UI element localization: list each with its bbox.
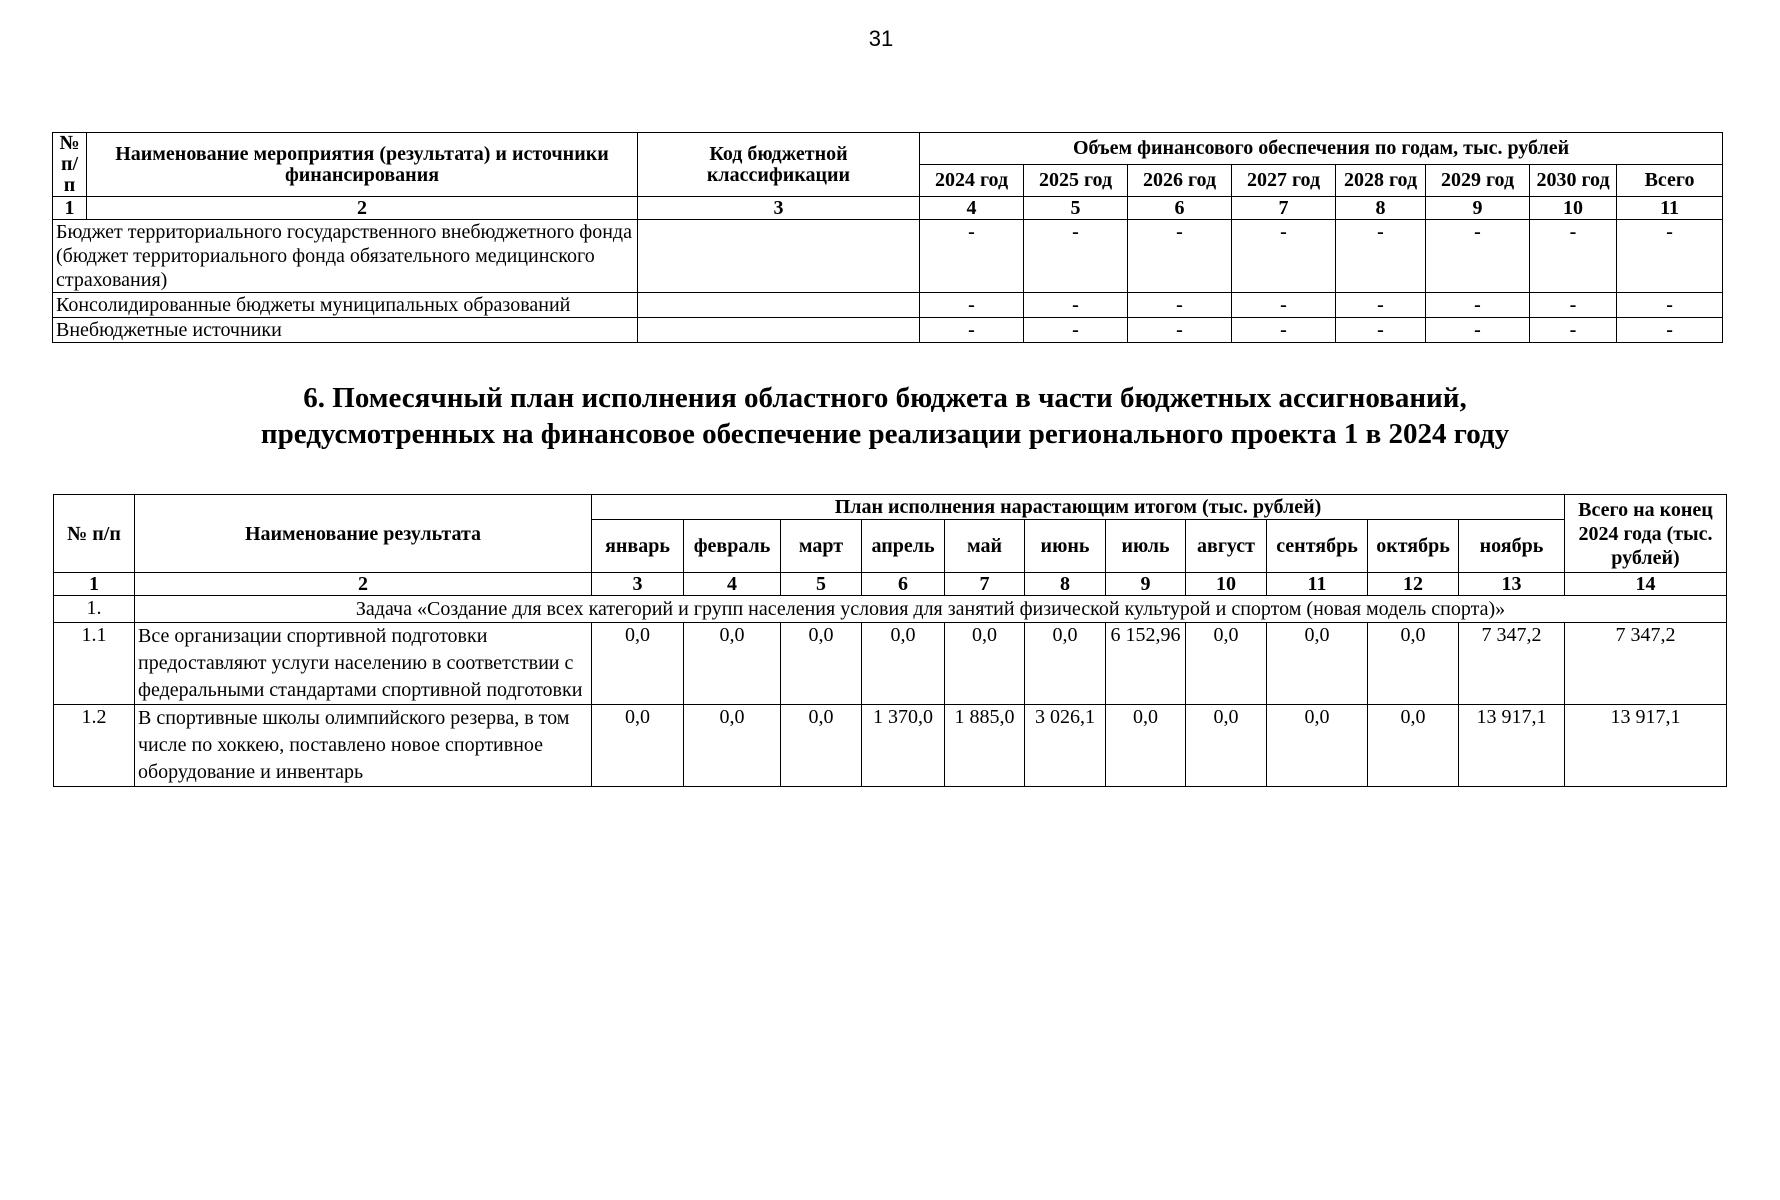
result-name: Все организации спортивной подготовки предоставляют услуги населению в соответствии с федеральными стандартами спортивной подготовки: [135, 623, 592, 705]
month-value: 0,0: [1267, 705, 1368, 787]
result-num: 1.1: [54, 623, 135, 705]
month-value: 0,0: [1368, 705, 1459, 787]
financing-sources-table: [52, 132, 1723, 343]
col-number: 13: [1459, 573, 1565, 596]
month-value: 0,0: [1186, 623, 1267, 705]
value-cell: -: [1128, 318, 1232, 343]
month-value: 0,0: [781, 623, 862, 705]
header-total: Всего на конец 2024 года (тыс. рублей): [1565, 495, 1727, 573]
value-cell: -: [1128, 293, 1232, 318]
value-cell: -: [1336, 293, 1426, 318]
month-value: 0,0: [945, 623, 1025, 705]
header-name: Наименование результата: [135, 495, 592, 573]
value-cell: -: [1426, 293, 1530, 318]
section-heading: [0, 380, 1770, 452]
col-number: 11: [1617, 197, 1723, 220]
source-name: Бюджет территориального государственного внебюджетного фонда (бюджет территориального фонда обязательного медицинского страхования): [53, 220, 638, 293]
header-month: март: [781, 520, 862, 573]
col-number: 12: [1368, 573, 1459, 596]
col-number: 5: [781, 573, 862, 596]
col-number: 6: [1128, 197, 1232, 220]
task-row: [54, 596, 1727, 623]
header-name: Наименование мероприятия (результата) и источники финансирования: [87, 133, 638, 197]
month-value: 0,0: [862, 623, 945, 705]
month-value: 0,0: [1368, 623, 1459, 705]
budget-code: [638, 220, 920, 293]
header-year: 2026 год: [1128, 165, 1232, 197]
section-heading-line1: 6. Помесячный план исполнения областного бюджета в части бюджетных ассигнований,: [303, 382, 1467, 414]
value-cell: -: [1232, 293, 1336, 318]
header-month: октябрь: [1368, 520, 1459, 573]
header-volume: Объем финансового обеспечения по годам, тыс. рублей: [920, 133, 1723, 165]
col-number: 10: [1530, 197, 1617, 220]
month-value: 0,0: [1267, 623, 1368, 705]
table-row: [54, 705, 1727, 787]
source-name: Консолидированные бюджеты муниципальных образований: [53, 293, 638, 318]
header-year: 2029 год: [1426, 165, 1530, 197]
header-month: июнь: [1025, 520, 1106, 573]
month-value: 0,0: [592, 705, 684, 787]
value-cell: -: [920, 220, 1024, 293]
column-number-row: [53, 197, 1723, 220]
col-number: 10: [1186, 573, 1267, 596]
col-number: 11: [1267, 573, 1368, 596]
month-value: 0,0: [684, 623, 781, 705]
value-cell: -: [1024, 220, 1128, 293]
header-year: 2025 год: [1024, 165, 1128, 197]
result-name: В спортивные школы олимпийского резерва, в том числе по хоккею, поставлено новое спортивное оборудование и инвентарь: [135, 705, 592, 787]
col-number: 5: [1024, 197, 1128, 220]
value-cell: -: [1530, 318, 1617, 343]
header-year: 2024 год: [920, 165, 1024, 197]
month-value: 3 026,1: [1025, 705, 1106, 787]
month-value: 0,0: [781, 705, 862, 787]
value-cell: -: [1024, 293, 1128, 318]
value-cell: -: [1530, 293, 1617, 318]
table-row: [54, 623, 1727, 705]
col-number: 3: [638, 197, 920, 220]
col-number: 14: [1565, 573, 1727, 596]
col-number: 8: [1025, 573, 1106, 596]
header-month: август: [1186, 520, 1267, 573]
col-number: 4: [920, 197, 1024, 220]
header-month: июль: [1106, 520, 1186, 573]
page-number: 31: [868, 26, 894, 51]
value-cell: -: [920, 318, 1024, 343]
value-cell: -: [1232, 220, 1336, 293]
col-number: 8: [1336, 197, 1426, 220]
month-value: 0,0: [1025, 623, 1106, 705]
header-month: апрель: [862, 520, 945, 573]
month-value: 6 152,96: [1106, 623, 1186, 705]
month-value: 1 370,0: [862, 705, 945, 787]
col-number: 9: [1426, 197, 1530, 220]
task-text: Задача «Создание для всех категорий и групп населения условия для занятий физической культурой и спортом (новая модель спорта)»: [135, 596, 1727, 623]
value-cell: -: [1128, 220, 1232, 293]
header-month: январь: [592, 520, 684, 573]
value-cell: -: [1336, 220, 1426, 293]
col-number: 1: [53, 197, 87, 220]
col-number: 4: [684, 573, 781, 596]
month-value: 0,0: [1106, 705, 1186, 787]
task-num: 1.: [54, 596, 135, 623]
monthly-plan-table: [53, 494, 1727, 787]
col-number: 1: [54, 573, 135, 596]
budget-code: [638, 293, 920, 318]
section-heading-line2: предусмотренных на финансовое обеспечение реализации регионального проекта 1 в 2024 году: [260, 418, 1510, 450]
header-total: Всего: [1617, 165, 1723, 197]
value-cell: -: [1617, 318, 1723, 343]
col-number: 2: [87, 197, 638, 220]
value-cell: -: [920, 293, 1024, 318]
header-month: май: [945, 520, 1025, 573]
header-num: № п/п: [54, 495, 135, 573]
header-year: 2028 год: [1336, 165, 1426, 197]
value-cell: -: [1024, 318, 1128, 343]
value-cell: -: [1617, 220, 1723, 293]
header-month: сентябрь: [1267, 520, 1368, 573]
month-value: 0,0: [592, 623, 684, 705]
table-row: [53, 220, 1723, 293]
header-year: 2030 год: [1530, 165, 1617, 197]
header-code: Код бюджетной классификации: [638, 133, 920, 197]
header-month: февраль: [684, 520, 781, 573]
source-name: Внебюджетные источники: [53, 318, 638, 343]
value-cell: -: [1232, 318, 1336, 343]
col-number: 7: [945, 573, 1025, 596]
budget-code: [638, 318, 920, 343]
month-value: 0,0: [1186, 705, 1267, 787]
value-cell: -: [1426, 220, 1530, 293]
table-row: [53, 318, 1723, 343]
result-num: 1.2: [54, 705, 135, 787]
value-cell: -: [1617, 293, 1723, 318]
col-number: 6: [862, 573, 945, 596]
header-year: 2027 год: [1232, 165, 1336, 197]
table-row: [53, 293, 1723, 318]
header-month: ноябрь: [1459, 520, 1565, 573]
column-number-row: [54, 573, 1727, 596]
month-value: 7 347,2: [1459, 623, 1565, 705]
year-total: 13 917,1: [1565, 705, 1727, 787]
value-cell: -: [1530, 220, 1617, 293]
month-value: 1 885,0: [945, 705, 1025, 787]
header-plan: План исполнения нарастающим итогом (тыс. рублей): [592, 495, 1565, 520]
col-number: 9: [1106, 573, 1186, 596]
value-cell: -: [1426, 318, 1530, 343]
month-value: 0,0: [684, 705, 781, 787]
header-num: № п/п: [53, 133, 87, 197]
value-cell: -: [1336, 318, 1426, 343]
col-number: 3: [592, 573, 684, 596]
col-number: 7: [1232, 197, 1336, 220]
month-value: 13 917,1: [1459, 705, 1565, 787]
col-number: 2: [135, 573, 592, 596]
year-total: 7 347,2: [1565, 623, 1727, 705]
